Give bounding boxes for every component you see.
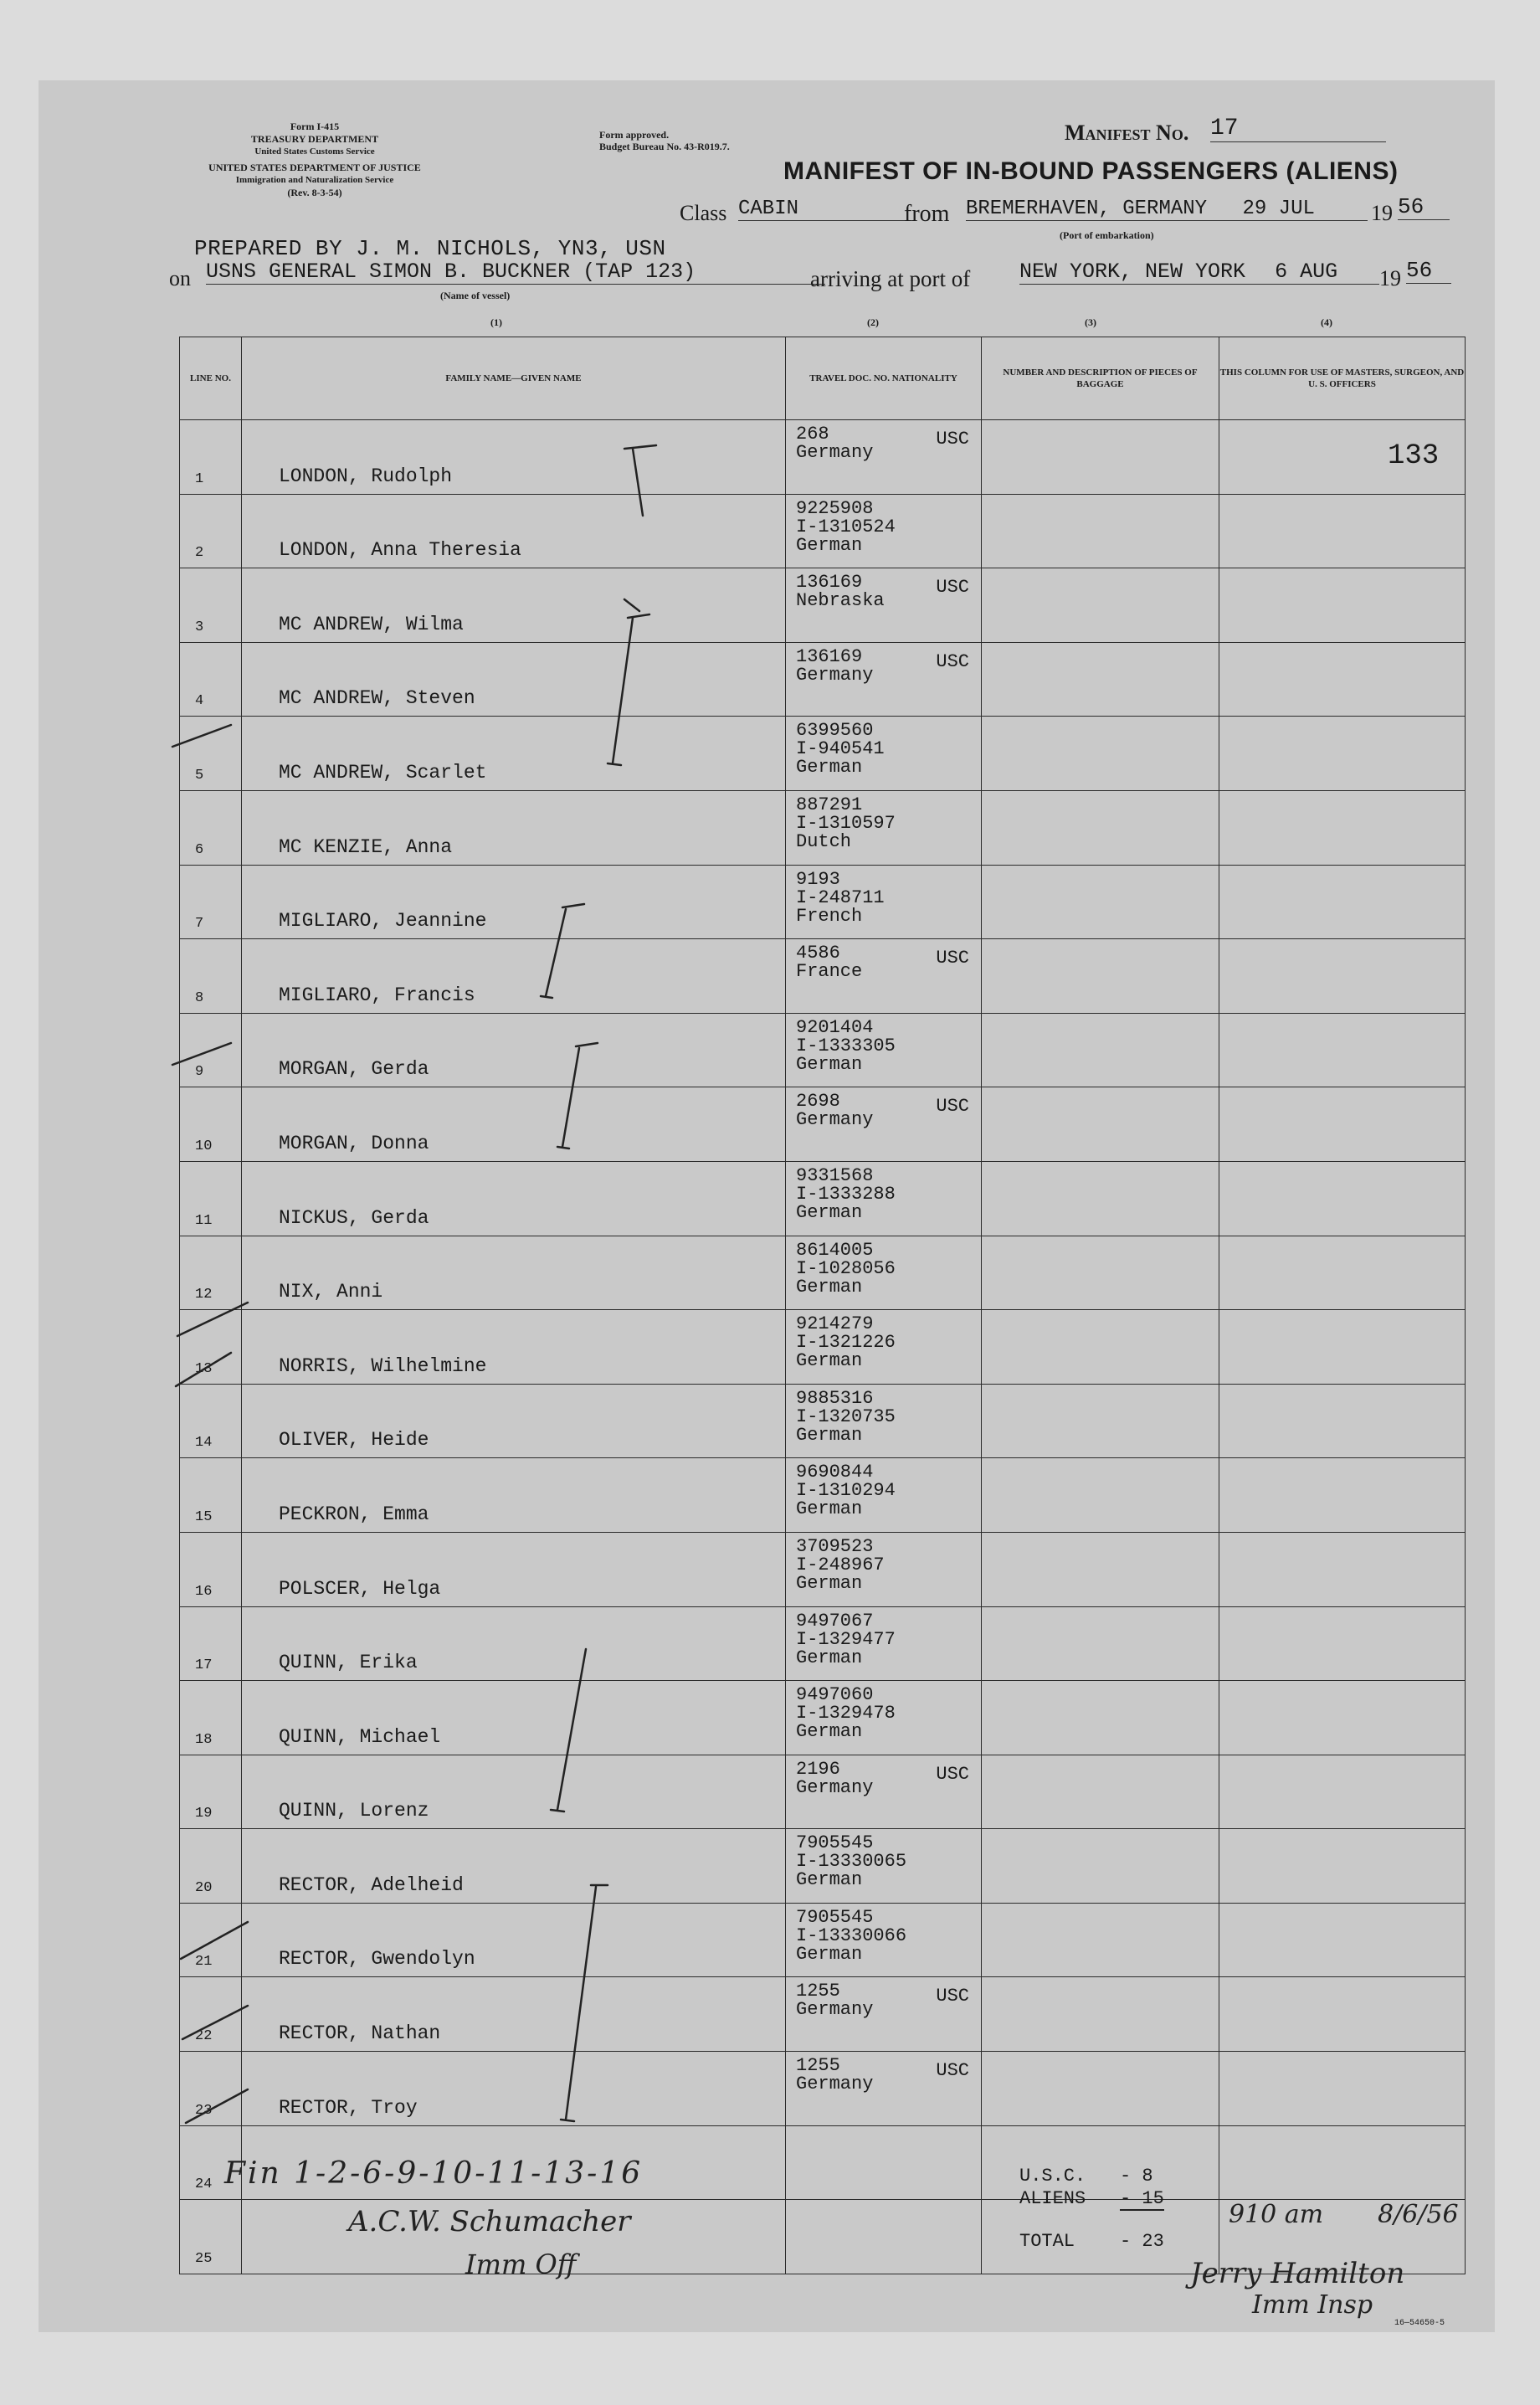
travel-doc-line: I-1321226 <box>796 1332 896 1354</box>
travel-doc-line: 9193 <box>796 868 840 890</box>
line-number: 18 <box>195 1731 213 1748</box>
arrival-year-text: 56 <box>1406 258 1433 283</box>
passenger-name: QUINN, Michael <box>279 1725 441 1748</box>
line-number: 21 <box>195 1954 213 1971</box>
passenger-name: LONDON, Rudolph <box>279 465 453 487</box>
usc-total-label: U.S.C. <box>1019 2166 1086 2187</box>
manifest-no-label: Manifest No. <box>1065 121 1189 145</box>
travel-doc-line: 9497067 <box>796 1610 874 1632</box>
line-number: 5 <box>195 767 204 784</box>
ins-service: Immigration and Naturalization Service <box>235 175 394 185</box>
class-text: CABIN <box>738 198 799 220</box>
travel-doc-line: I-1329478 <box>796 1703 896 1724</box>
from-label: from <box>904 201 950 227</box>
usc-marker: USC <box>936 2060 969 2082</box>
col-num-3: (3) <box>1085 316 1096 328</box>
col-num-2: (2) <box>867 316 879 328</box>
travel-doc-line: 136169 <box>796 645 863 667</box>
header-baggage: NUMBER AND DESCRIPTION OF PIECES OF BAGGAGE <box>982 337 1219 420</box>
travel-doc-line: I-940541 <box>796 738 885 760</box>
line-number: 16 <box>195 1583 213 1600</box>
header-travel-doc: TRAVEL DOC. NO. NATIONALITY <box>786 337 982 420</box>
line-number: 2 <box>195 545 204 562</box>
travel-doc-line: I-1329477 <box>796 1628 896 1650</box>
travel-doc-line: 9690844 <box>796 1462 874 1483</box>
travel-doc-line: I-13330065 <box>796 1851 907 1873</box>
bracket-stroke <box>608 614 649 765</box>
on-label: on <box>169 266 191 290</box>
travel-doc-line: I-248967 <box>796 1554 885 1575</box>
passenger-name: OLIVER, Heide <box>279 1429 429 1452</box>
travel-doc-line: I-248711 <box>796 886 885 908</box>
travel-doc-line: Germany <box>796 1999 874 2021</box>
passenger-name: NORRIS, Wilhelmine <box>279 1354 487 1377</box>
line-number: 24 <box>195 2176 213 2193</box>
travel-doc-line: German <box>796 1424 863 1446</box>
embark-caption: (Port of embarkation) <box>1060 229 1154 241</box>
usc-marker: USC <box>936 1096 969 1118</box>
travel-doc-line: Germany <box>796 442 874 463</box>
arrival-date: 6 AUG <box>1275 260 1338 284</box>
travel-doc-line: I-1320735 <box>796 1405 896 1427</box>
handwritten-date: 8/6/56 <box>1378 2200 1459 2229</box>
travel-doc-line: I-1333288 <box>796 1183 896 1205</box>
travel-doc-line: 2196 <box>796 1758 840 1780</box>
travel-doc-line: German <box>796 1869 863 1891</box>
bracket-stroke <box>541 904 584 998</box>
travel-doc-line: German <box>796 1943 863 1965</box>
justice-dept: UNITED STATES DEPARTMENT OF JUSTICE <box>208 162 421 173</box>
checkmark-stroke <box>624 445 656 516</box>
manifest-page <box>38 80 1495 2332</box>
handwritten-inspector-title: Imm Insp <box>1252 2290 1373 2320</box>
travel-doc-line: German <box>796 1498 863 1520</box>
travel-doc-line: 2698 <box>796 1091 840 1113</box>
travel-doc-line: Dutch <box>796 830 852 852</box>
travel-doc-line: German <box>796 757 863 779</box>
footer-code: 16—54650-5 <box>1394 2319 1445 2328</box>
travel-doc-line: Germany <box>796 1776 874 1798</box>
travel-doc-line: 887291 <box>796 794 863 815</box>
travel-doc-line: 6399560 <box>796 720 874 742</box>
usc-marker: USC <box>936 1986 969 2007</box>
travel-doc-line: I-1310597 <box>796 812 896 834</box>
travel-doc-line: Nebraska <box>796 590 885 612</box>
travel-doc-line: 7905545 <box>796 1906 874 1928</box>
line-number: 23 <box>195 2102 213 2119</box>
line-number: 3 <box>195 619 204 635</box>
passenger-name: MORGAN, Gerda <box>279 1058 429 1081</box>
travel-doc-line: German <box>796 1647 863 1668</box>
usc-marker: USC <box>936 650 969 672</box>
passenger-name: MC ANDREW, Steven <box>279 687 475 710</box>
line-number: 14 <box>195 1435 213 1452</box>
line-number: 22 <box>195 2028 213 2045</box>
line-number: 9 <box>195 1064 204 1081</box>
arrival-year-prefix: 19 <box>1379 266 1401 290</box>
travel-doc-line: German <box>796 1201 863 1223</box>
bracket-stroke <box>551 1649 586 1811</box>
handwritten-time: 910 am <box>1229 2200 1324 2229</box>
treasury-dept: TREASURY DEPARTMENT <box>250 133 379 145</box>
travel-doc-line: 268 <box>796 424 829 445</box>
line-number: 7 <box>195 916 204 933</box>
officer-mark: 133 <box>1388 440 1440 472</box>
travel-doc-line: Germany <box>796 2074 874 2095</box>
travel-doc-line: 9225908 <box>796 497 874 519</box>
line-number: 15 <box>195 1508 213 1525</box>
header-line-no: LINE NO. <box>180 337 242 420</box>
travel-doc-line: 9214279 <box>796 1313 874 1335</box>
travel-doc-line: Germany <box>796 1109 874 1131</box>
form-number: Form I-415 <box>290 121 340 132</box>
travel-doc-line: Germany <box>796 664 874 686</box>
header-name: FAMILY NAME—GIVEN NAME <box>242 337 786 420</box>
passenger-name: LONDON, Anna Theresia <box>279 539 521 562</box>
line-number: 25 <box>195 2250 213 2267</box>
passenger-name: MIGLIARO, Jeannine <box>279 910 487 933</box>
handwritten-marks <box>38 80 1495 2332</box>
line-number: 4 <box>195 693 204 710</box>
travel-doc-line: German <box>796 1276 863 1298</box>
travel-doc-line: German <box>796 534 863 556</box>
handwritten-inspector-signature: Jerry Hamilton <box>1190 2257 1405 2290</box>
handwritten-officer-signature: A.C.W. Schumacher <box>348 2205 631 2238</box>
embark-year-text: 56 <box>1398 194 1424 219</box>
line-number: 6 <box>195 841 204 858</box>
line-number: 20 <box>195 1879 213 1896</box>
usc-marker: USC <box>936 1763 969 1785</box>
header-officers: THIS COLUMN FOR USE OF MASTERS, SURGEON, AND U. S. OFFICERS <box>1219 337 1466 420</box>
travel-doc-line: German <box>796 1572 863 1594</box>
travel-doc-line: French <box>796 905 863 927</box>
usc-marker: USC <box>936 429 969 450</box>
col-num-4: (4) <box>1321 316 1332 328</box>
bracket-stroke <box>561 1885 608 2121</box>
checkmark-stroke <box>172 725 248 2123</box>
passenger-name: MIGLIARO, Francis <box>279 984 475 1006</box>
usc-total-value: - 8 <box>1120 2166 1153 2187</box>
line-number: 12 <box>195 1287 213 1303</box>
usc-marker: USC <box>936 948 969 969</box>
travel-doc-line: I-1333305 <box>796 1035 896 1056</box>
handwritten-line-list: Fin 1-2-6-9-10-11-13-16 <box>224 2156 644 2191</box>
vessel-caption: (Name of vessel) <box>440 290 511 301</box>
passenger-name: QUINN, Lorenz <box>279 1800 429 1822</box>
passenger-name: RECTOR, Adelheid <box>279 1873 464 1896</box>
arrival-port-text: NEW YORK, NEW YORK <box>1019 260 1246 284</box>
col-num-1: (1) <box>490 316 502 328</box>
embark-year-prefix: 19 <box>1371 201 1393 225</box>
usc-marker: USC <box>936 577 969 599</box>
aliens-total-value: - 15 <box>1120 2188 1164 2209</box>
checkmark-stroke <box>624 599 639 611</box>
line-number: 1 <box>195 470 204 487</box>
embark-port-text: BREMERHAVEN, GERMANY <box>966 198 1208 220</box>
travel-doc-line: 3709523 <box>796 1535 874 1557</box>
form-approved: Form approved. <box>599 129 670 141</box>
travel-doc-line: 1255 <box>796 1981 840 2002</box>
travel-doc-line: 8614005 <box>796 1239 874 1261</box>
arriving-label: arriving at port of <box>810 266 971 291</box>
travel-doc-line: 9331568 <box>796 1164 874 1186</box>
travel-doc-line: 7905545 <box>796 1832 874 1854</box>
passenger-name: RECTOR, Gwendolyn <box>279 1948 475 1971</box>
class-label: Class <box>680 201 727 225</box>
passenger-name: MC ANDREW, Wilma <box>279 613 464 635</box>
budget-bureau: Budget Bureau No. 43-R019.7. <box>599 141 730 152</box>
passenger-name: MC KENZIE, Anna <box>279 835 453 858</box>
travel-doc-line: 9201404 <box>796 1016 874 1038</box>
passenger-name: POLSCER, Helga <box>279 1577 441 1600</box>
travel-doc-line: I-1028056 <box>796 1257 896 1279</box>
travel-doc-line: German <box>796 1053 863 1075</box>
passenger-name: QUINN, Erika <box>279 1652 418 1674</box>
passenger-name: RECTOR, Troy <box>279 2096 418 2119</box>
manifest-number: 17 <box>1210 116 1239 141</box>
passenger-name: NIX, Anni <box>279 1281 383 1303</box>
travel-doc-line: 9497060 <box>796 1684 874 1706</box>
passenger-name: MORGAN, Donna <box>279 1132 429 1154</box>
aliens-total-label: ALIENS <box>1019 2188 1086 2209</box>
passenger-name: PECKRON, Emma <box>279 1503 429 1525</box>
travel-doc-line: 4586 <box>796 943 840 964</box>
form-revision: (Rev. 8-3-54) <box>287 187 342 198</box>
travel-doc-line: 9885316 <box>796 1387 874 1409</box>
embark-date: 29 JUL <box>1242 198 1315 220</box>
travel-doc-line: I-1310524 <box>796 516 896 537</box>
travel-doc-line: I-13330066 <box>796 1925 907 1946</box>
travel-doc-line: German <box>796 1350 863 1372</box>
grand-total-value: - 23 <box>1120 2231 1164 2252</box>
grand-total-label: TOTAL <box>1019 2231 1075 2252</box>
prepared-by: PREPARED BY J. M. NICHOLS, YN3, USN <box>194 236 666 261</box>
line-number: 11 <box>195 1212 213 1229</box>
line-number: 8 <box>195 989 204 1006</box>
travel-doc-line: I-1310294 <box>796 1480 896 1502</box>
line-number: 19 <box>195 1806 213 1822</box>
line-number: 17 <box>195 1657 213 1674</box>
travel-doc-line: France <box>796 961 863 983</box>
customs-service: United States Customs Service <box>254 146 375 157</box>
travel-doc-line: 136169 <box>796 572 863 594</box>
passenger-name: RECTOR, Nathan <box>279 2022 441 2045</box>
passenger-name: NICKUS, Gerda <box>279 1206 429 1229</box>
handwritten-officer-title: Imm Off <box>465 2248 577 2280</box>
line-number: 13 <box>195 1360 213 1377</box>
travel-doc-line: 1255 <box>796 2055 840 2077</box>
passenger-name: MC ANDREW, Scarlet <box>279 761 487 784</box>
vessel-text: USNS GENERAL SIMON B. BUCKNER (TAP 123) <box>206 260 696 284</box>
manifest-title: MANIFEST OF IN-BOUND PASSENGERS (ALIENS) <box>783 157 1399 185</box>
line-number: 10 <box>195 1138 213 1154</box>
bracket-stroke <box>557 1043 598 1149</box>
travel-doc-line: German <box>796 1721 863 1743</box>
